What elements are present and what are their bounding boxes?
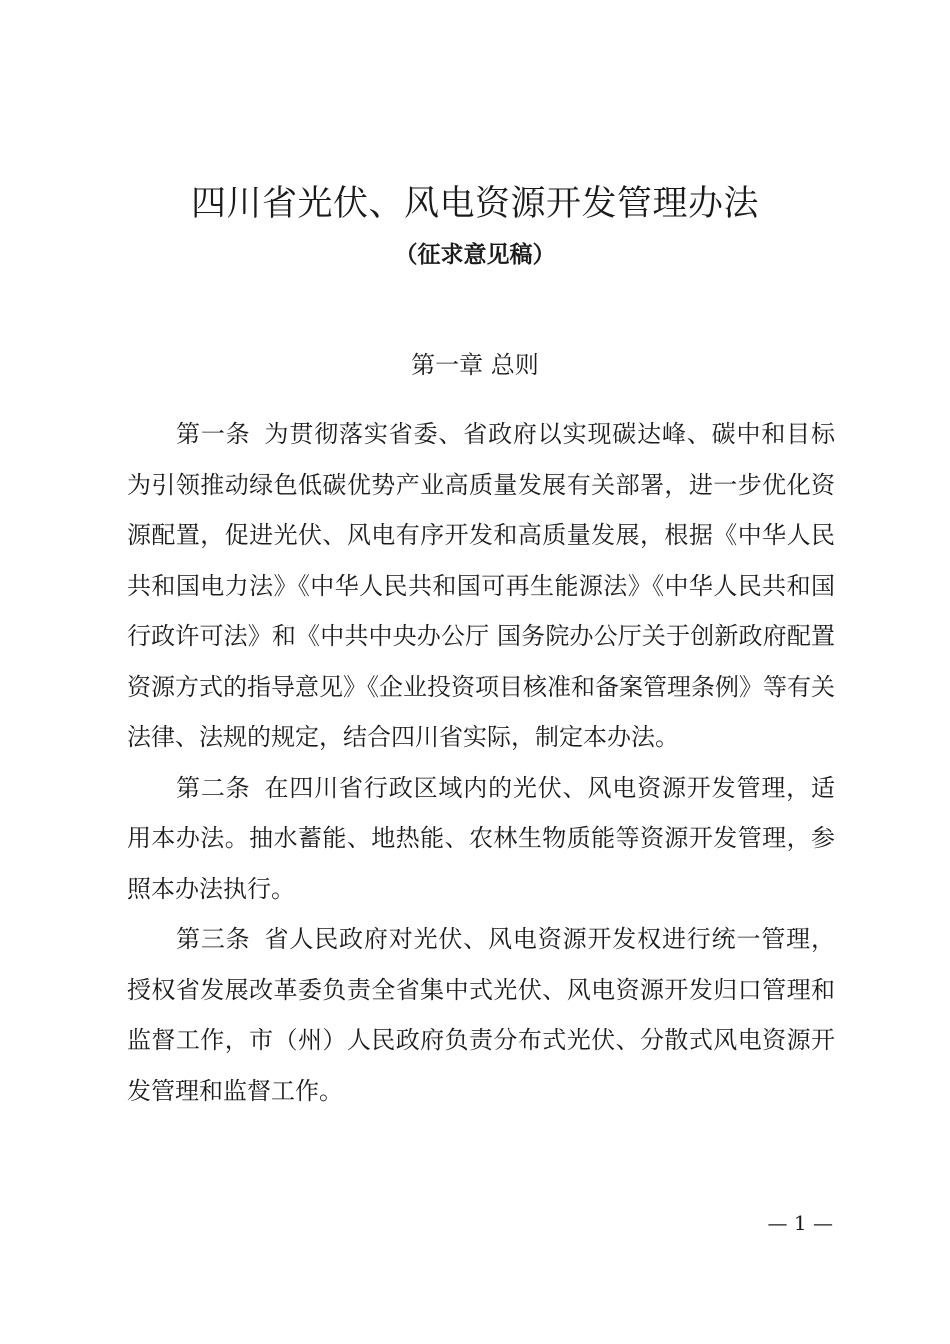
article-3-text: 省人民政府对光伏、风电资源开发权进行统一管理，授权省发展改革委负责全省集中式光伏、风电资源开发归口管理和监督工作，市（州）人民政府负责分布式光伏、分散式风电资源开发管理和监督工作。 [127, 925, 836, 1105]
article-3-heading: 第三条 [176, 925, 251, 953]
article-1-text: 为贯彻落实省委、省政府以实现碳达峰、碳中和目标为引领推动绿色低碳优势产业高质量发展有关部署，进一步优化资源配置，促进光伏、风电有序开发和高质量发展，根据《中华人民共和国电力法》《中华人民共和国可再生能源法》《中华人民共和国行政许可法》和《中共中央办公厅 国务院办公厅关于创新政府配置资源方式的指导意见》《企业投资项目核准和备案管理条例》等有关法律、法规的规定，结合四川省实际，制定本办法。 [127, 420, 836, 751]
page-number: — 1 — [767, 1211, 833, 1235]
document-title: 四川省光伏、风电资源开发管理办法 [190, 184, 759, 224]
article-3 [127, 914, 835, 1116]
article-2-heading: 第二条 [176, 773, 251, 802]
document-body [127, 409, 835, 1116]
article-1 [127, 409, 835, 763]
article-2 [127, 763, 835, 915]
chapter-heading: 第一章 总则 [411, 351, 539, 379]
document-subtitle: （征求意见稿） [394, 242, 556, 268]
article-1-heading: 第一条 [176, 420, 251, 448]
article-2-text: 在四川省行政区域内的光伏、风电资源开发管理，适用本办法。抽水蓄能、地热能、农林生物质能等资源开发管理，参照本办法执行。 [127, 773, 836, 903]
